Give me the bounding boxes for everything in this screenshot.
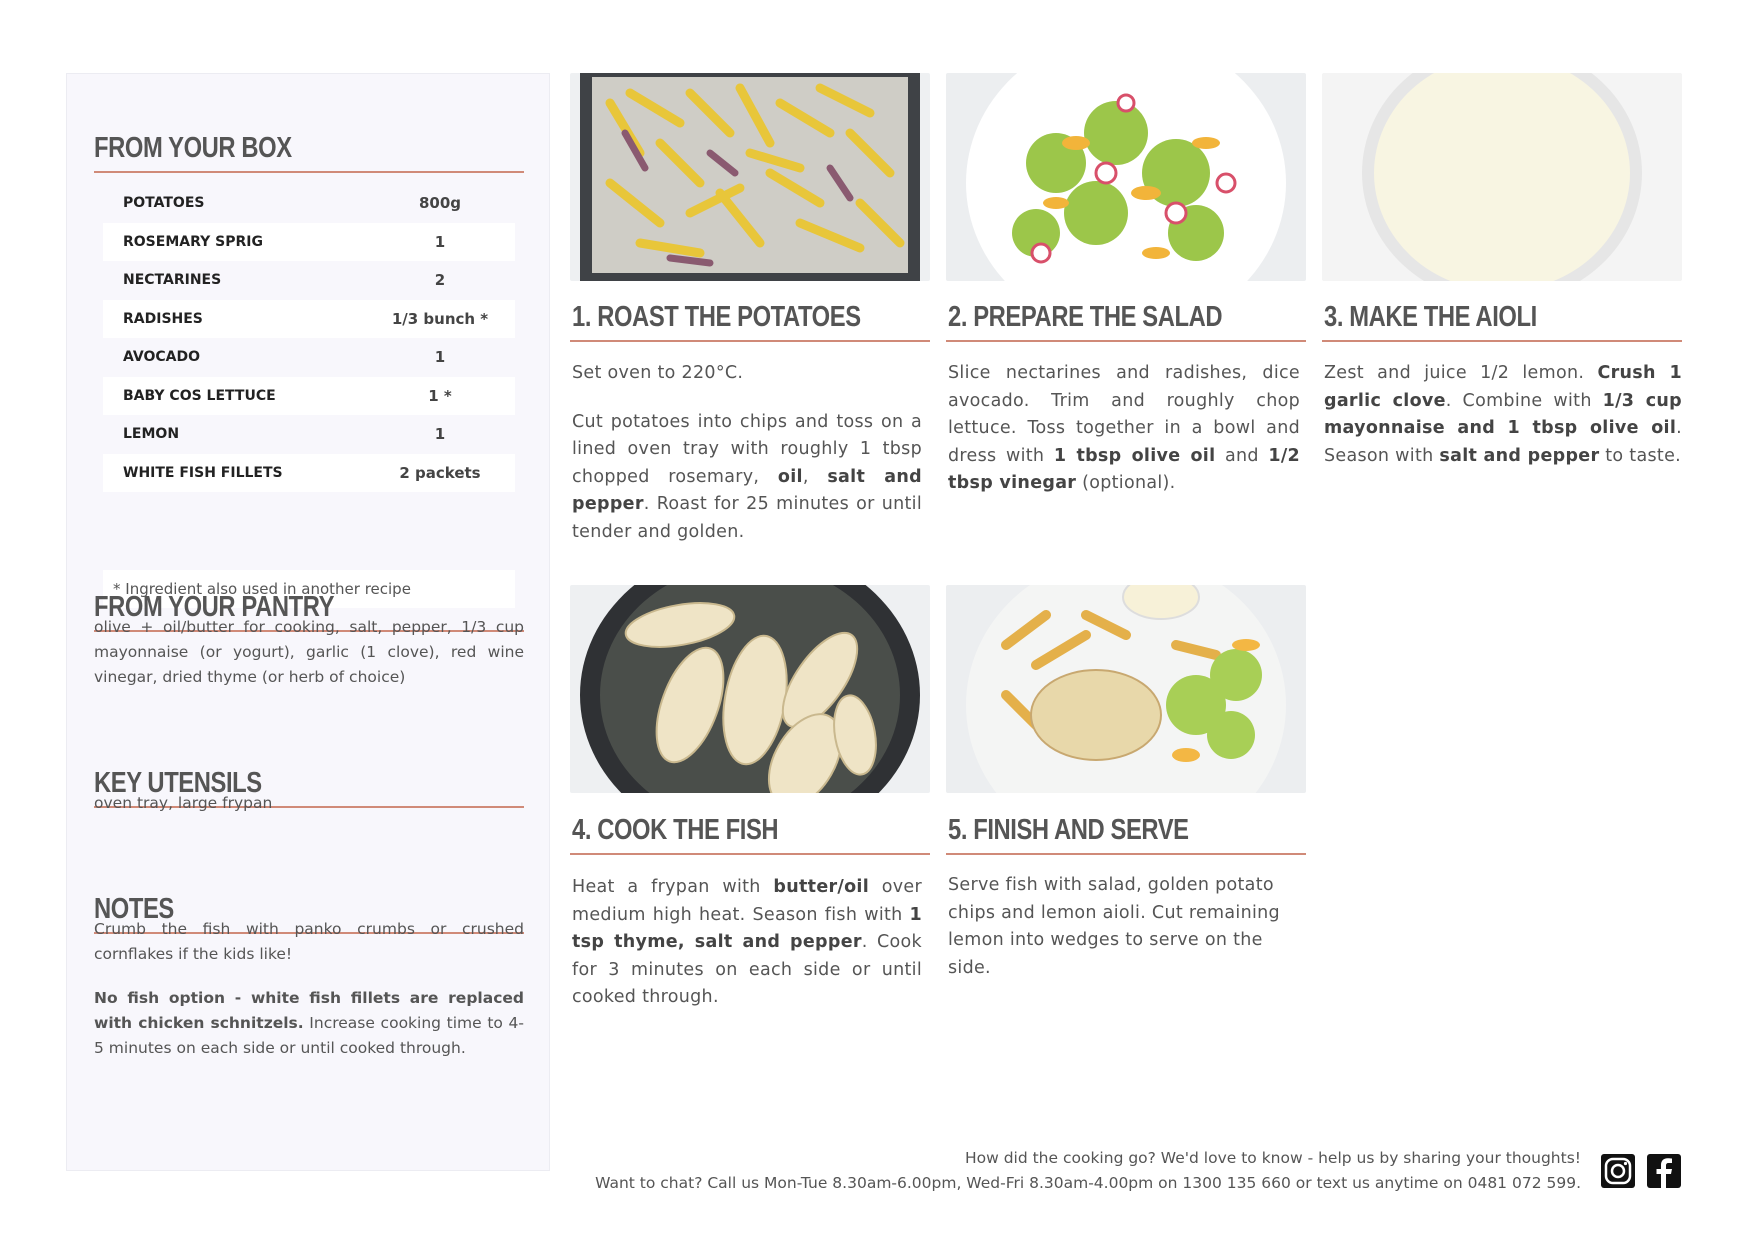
- step-1-text-c: ,: [802, 466, 828, 487]
- sidebar-panel: [66, 73, 550, 1171]
- ingredients-table: [103, 184, 515, 492]
- step-3-bold-salt: salt and pepper: [1439, 445, 1600, 466]
- step-4-para: [572, 874, 922, 1012]
- fish-pan-illustration: [570, 585, 930, 793]
- ingredient-row: [103, 300, 515, 339]
- ingredient-qty: 1/3 bunch *: [391, 309, 489, 328]
- ingredient-qty: 1 *: [428, 386, 452, 405]
- instagram-icon[interactable]: [1600, 1153, 1636, 1189]
- step-1-title: 1. ROAST THE POTATOES: [572, 301, 861, 333]
- ingredient-row: [103, 338, 515, 377]
- ingredient-footnote: * Ingredient also used in another recipe: [103, 570, 515, 608]
- step-3-text-a: Zest and juice 1/2 lemon.: [1324, 363, 1598, 383]
- step-2-text: [948, 360, 1300, 498]
- plated-dish-illustration: [946, 585, 1306, 793]
- step-4-text-a: Heat a frypan with: [572, 877, 774, 897]
- footer-line-2: Want to chat? Call us Mon-Tue 8.30am-6.00pm, Wed-Fri 8.30am-4.00pm on 1300 135 660 or text us anytime on 0481 072 599.: [595, 1174, 1581, 1192]
- ingredient-row: [103, 223, 515, 262]
- ingredient-qty: 2 packets: [399, 463, 481, 482]
- ingredient-qty: 2: [434, 271, 446, 290]
- salad-bowl-illustration: [946, 73, 1306, 281]
- step-1-text: [572, 360, 922, 546]
- ingredient-name: RADISHES: [123, 310, 203, 327]
- step-3-text-c: . Combine with: [1445, 390, 1603, 411]
- utensils-text: oven tray, large frypan: [94, 794, 273, 812]
- step-5-title: 5. FINISH AND SERVE: [948, 814, 1189, 846]
- step-4-text: [572, 874, 922, 1012]
- ingredient-name: POTATOES: [123, 195, 205, 212]
- ingredient-row: [103, 377, 515, 416]
- ingredient-name: BABY COS LETTUCE: [123, 387, 276, 404]
- ingredient-qty: 1: [434, 425, 446, 444]
- step-3-title: 3. MAKE THE AIOLI: [1324, 301, 1537, 333]
- ingredient-qty: 800g: [418, 194, 462, 213]
- step-2-text-c: and: [1215, 445, 1269, 466]
- notes-text-1: Crumb the fish with panko crumbs or crushed cornflakes if the kids like!: [94, 920, 524, 963]
- step-1-bold-oil: oil: [777, 466, 803, 487]
- step-5-text: [948, 872, 1306, 982]
- ingredient-row: [103, 261, 515, 300]
- ingredient-name: LEMON: [123, 426, 180, 443]
- step-1-text-e: . Roast for 25 minutes or until tender and golden.: [572, 494, 922, 542]
- step-2-para: [948, 360, 1300, 498]
- step-3-text-g: to taste.: [1599, 445, 1681, 466]
- step-3-text-e: . Season with: [1324, 418, 1682, 466]
- step-2-heading-block: [946, 292, 1306, 342]
- step-4-bold-butter: butter/oil: [773, 877, 870, 897]
- notes-heading: NOTES: [94, 893, 174, 925]
- ingredient-qty: 1: [434, 232, 446, 251]
- ingredient-name: NECTARINES: [123, 272, 222, 289]
- aioli-bowl-illustration: [1322, 73, 1682, 281]
- step-2-text-a: Slice nectarines and radishes, dice avocado. Trim and roughly chop lettuce. Toss together in a bowl and dress with: [948, 363, 1300, 466]
- ingredient-row: [103, 415, 515, 454]
- pantry-heading: FROM YOUR PANTRY: [94, 591, 335, 623]
- ingredient-row: [103, 454, 515, 493]
- step-1-text-a: Cut potatoes into chips and toss on a lined oven tray with roughly 1 tbsp chopped rosemary,: [572, 411, 922, 487]
- notes-bold: No fish option - white fish fillets are replaced with chicken schnitzels.: [94, 989, 524, 1032]
- finish-serve-photo: [946, 585, 1306, 793]
- from-your-box-heading: FROM YOUR BOX: [94, 132, 292, 164]
- ingredient-name: WHITE FISH FILLETS: [123, 464, 283, 481]
- notes-text-2: [94, 986, 524, 1061]
- ingredient-row: [103, 184, 515, 223]
- step-4-text-c: over medium high heat. Season fish with: [572, 877, 922, 925]
- step-3-para: [1324, 360, 1682, 470]
- from-your-box-heading-block: [94, 131, 524, 173]
- step-2-title: 2. PREPARE THE SALAD: [948, 301, 1223, 333]
- step-4-bold-thyme: 1 tsp thyme, salt and pepper: [572, 904, 922, 952]
- step-4-title: 4. COOK THE FISH: [572, 814, 779, 846]
- step-1-heading-block: [570, 292, 930, 342]
- step-3-bold-mayo: 1/3 cup mayonnaise and 1 tbsp olive oil: [1324, 390, 1682, 438]
- footer-line-1: How did the cooking go? We'd love to know - help us by sharing your thoughts!: [964, 1149, 1581, 1167]
- step-3-heading-block: [1322, 292, 1682, 342]
- step-2-text-e: (optional).: [1076, 473, 1176, 493]
- roast-potatoes-photo: [570, 73, 930, 281]
- step-1-bold-salt: salt and pepper: [572, 466, 922, 514]
- step-5-heading-block: [946, 805, 1306, 855]
- ingredient-qty: 1: [434, 348, 446, 367]
- aioli-photo: [1322, 73, 1682, 281]
- ingredient-name: ROSEMARY SPRIG: [123, 233, 263, 250]
- pantry-text: olive + oil/butter for cooking, salt, pepper, 1/3 cup mayonnaise (or yogurt), garlic (1 clove), red wine vinegar, dried thyme (or herb of choice): [94, 618, 524, 686]
- step-4-heading-block: [570, 805, 930, 855]
- step-2-bold-oil: 1 tbsp olive oil: [1053, 445, 1216, 466]
- step-4-text-e: . Cook for 3 minutes on each side or until cooked through.: [572, 932, 922, 1007]
- step-2-bold-vinegar: 1/2 tbsp vinegar: [948, 445, 1300, 493]
- notes-rest: Increase cooking time to 4-5 minutes on each side or until cooked through.: [94, 1014, 524, 1057]
- cook-fish-photo: [570, 585, 930, 793]
- salad-photo: [946, 73, 1306, 281]
- step-3-text: [1324, 360, 1682, 470]
- utensils-heading: KEY UTENSILS: [94, 767, 262, 799]
- step-1-para-2: [572, 409, 922, 547]
- step-1-para-1: Set oven to 220°C.: [572, 363, 744, 383]
- potatoes-tray-illustration: [570, 73, 930, 281]
- facebook-icon[interactable]: [1646, 1153, 1682, 1189]
- ingredient-name: AVOCADO: [123, 349, 201, 366]
- step-3-bold-garlic: Crush 1 garlic clove: [1324, 363, 1682, 411]
- step-5-para: Serve fish with salad, golden potato chips and lemon aioli. Cut remaining lemon into wedges to serve on the side.: [948, 875, 1280, 978]
- footer-contact: [595, 1146, 1581, 1196]
